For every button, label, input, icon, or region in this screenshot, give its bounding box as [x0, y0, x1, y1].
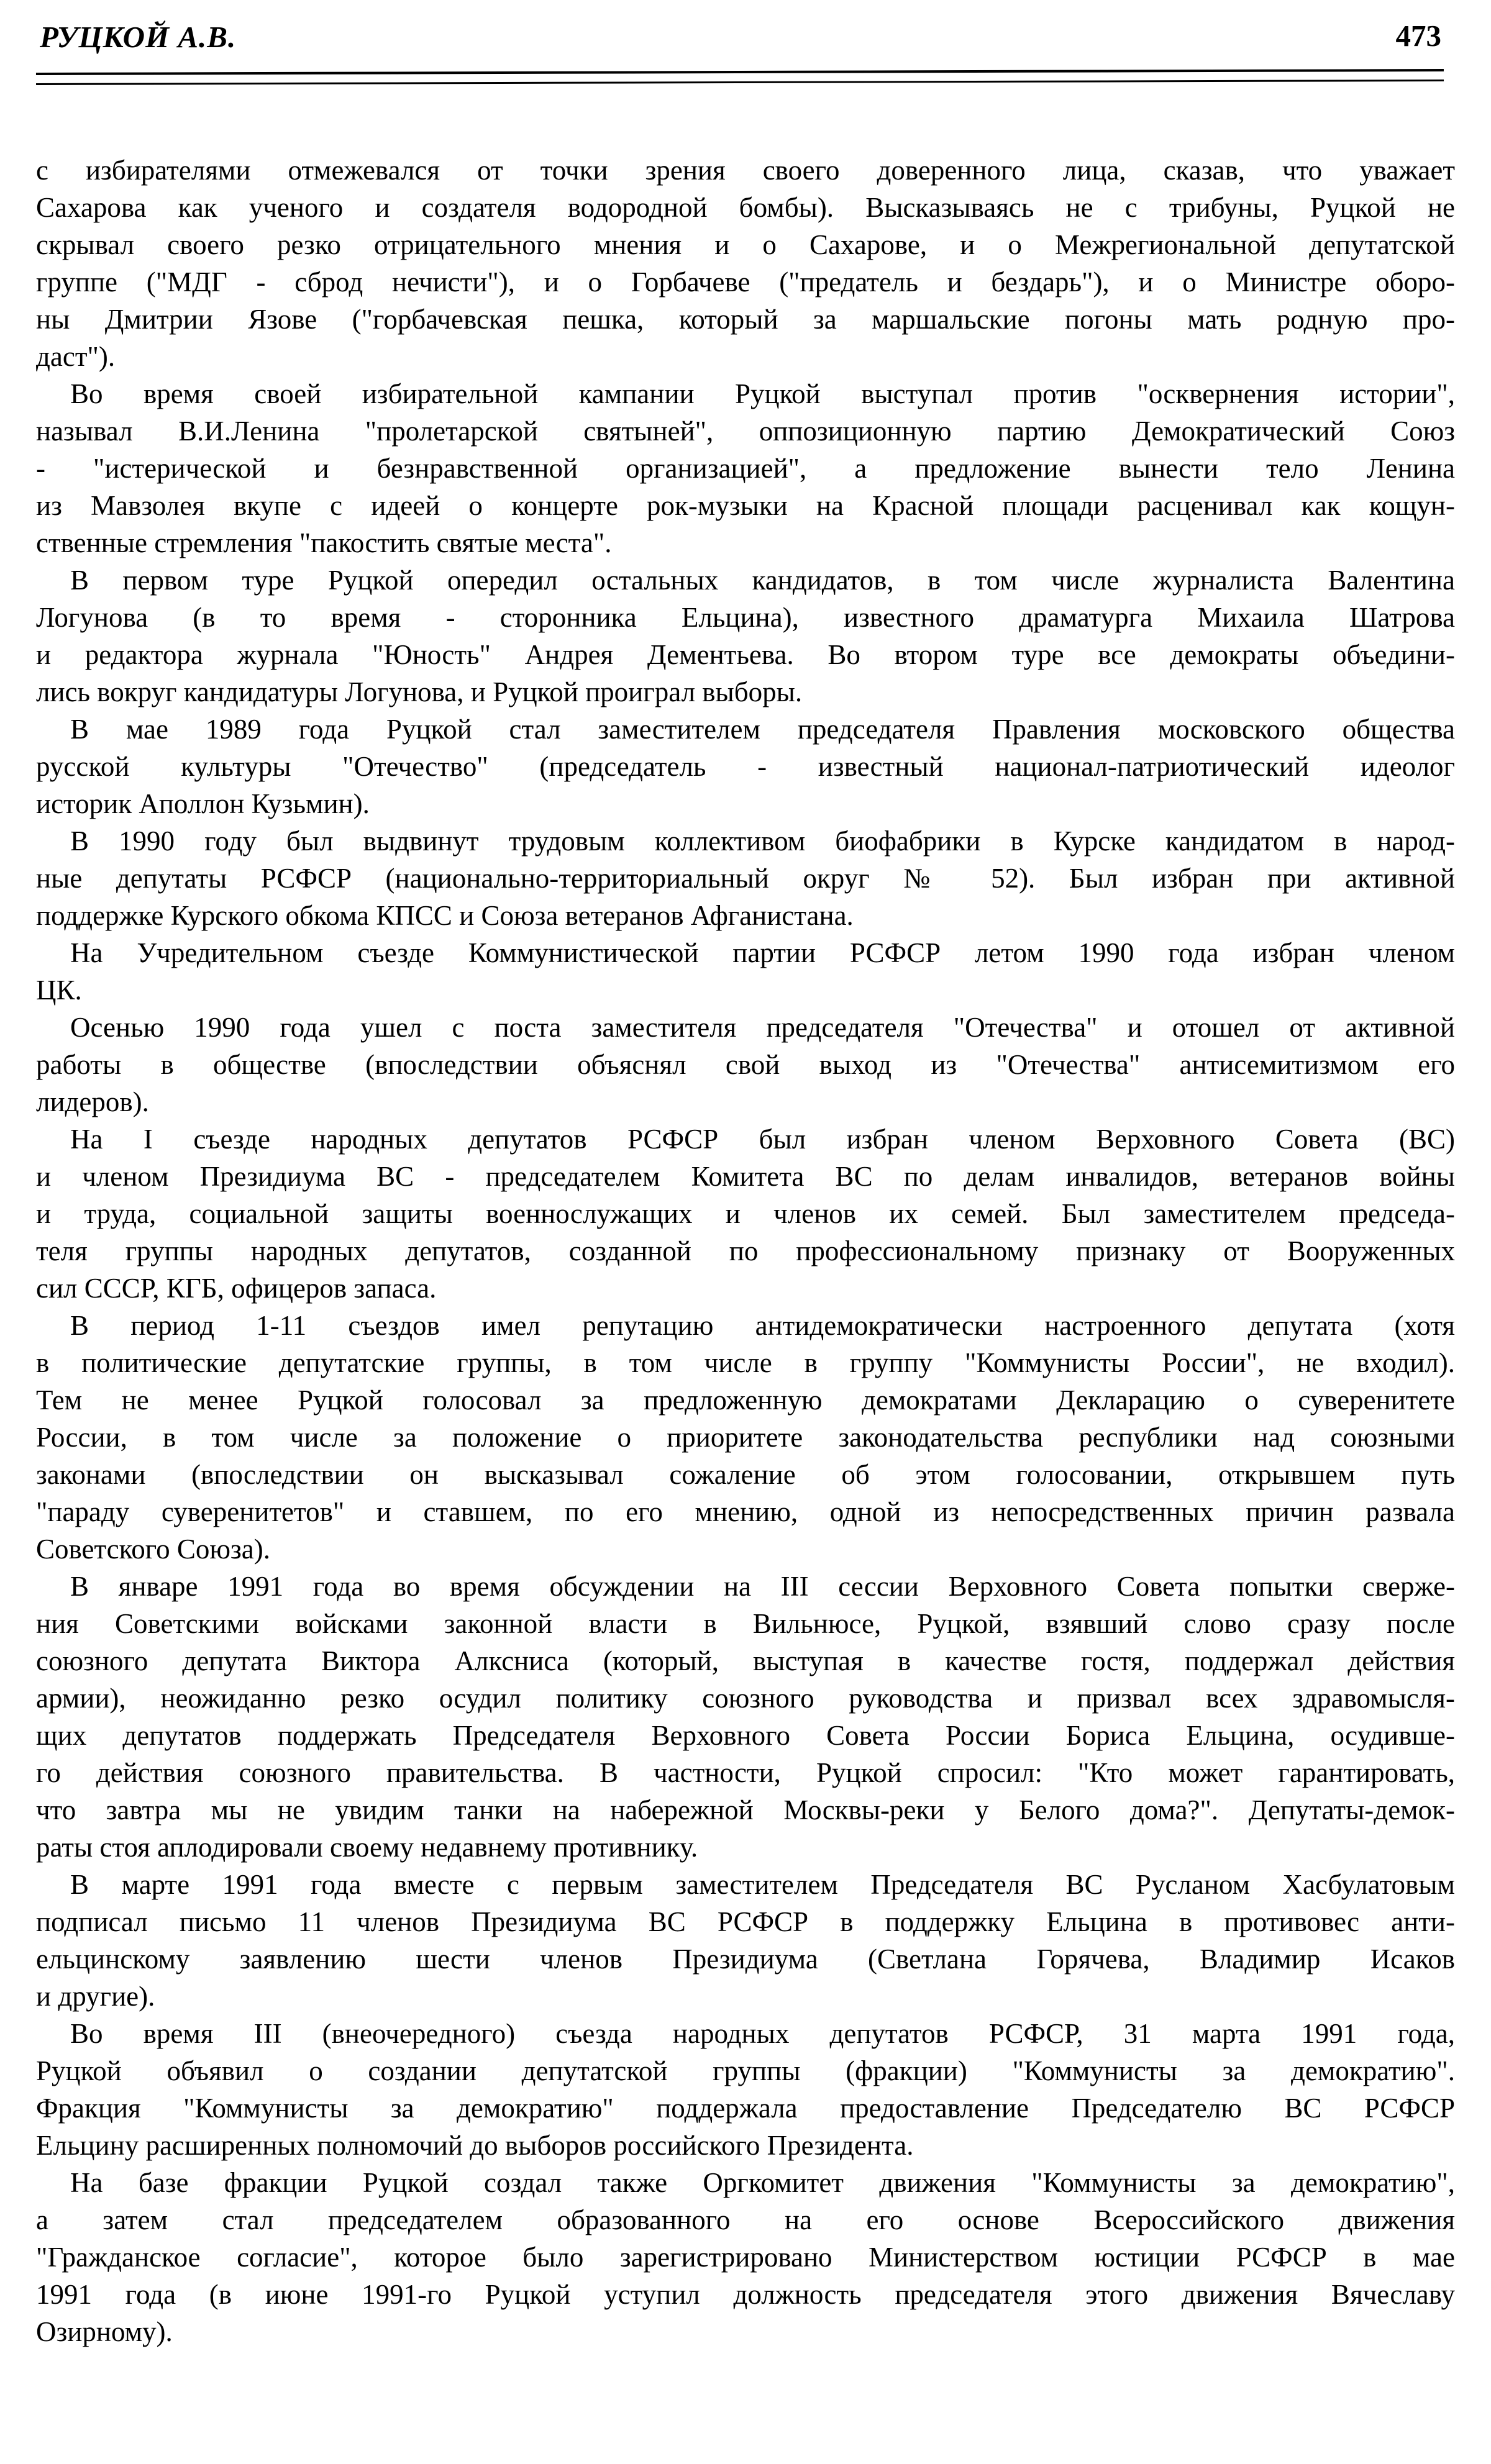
text-line: Руцкой объявил о создании депутатской группы (фракции) "Коммунисты за демократию".: [36, 2055, 1455, 2086]
text-line: армии), неожиданно резко осудил политику союзного руководства и призвал всех здравомысля-: [36, 1683, 1455, 1714]
text-line: ственные стремления "пакостить святые места".: [36, 527, 612, 558]
text-line: На базе фракции Руцкой создал также Оргкомитет движения "Коммунисты за демократию",: [70, 2167, 1455, 2198]
text-line: а затем стал председателем образованного на его основе Всероссийского движения: [36, 2204, 1455, 2235]
text-line: В январе 1991 года во время обсуждении на III сессии Верховного Совета попытки сверже-: [70, 1571, 1455, 1602]
running-head-title: РУЦКОЙ А.В.: [40, 20, 237, 54]
text-line: группе ("МДГ - сброд нечисти"), и о Горбачеве ("предатель и бездарь"), и о Министре оборо-: [36, 266, 1455, 298]
text-line: лидеров).: [36, 1086, 149, 1117]
text-line: На Учредительном съезде Коммунистической партии РСФСР летом 1990 года избран членом: [70, 937, 1455, 968]
text-line: скрывал своего резко отрицательного мнения и о Сахарове, и о Межрегиональной депутатской: [36, 229, 1455, 260]
text-line: Озирному).: [36, 2316, 173, 2347]
article-body: [36, 152, 1455, 2350]
text-line: законами (впоследствии он высказывал сожаление об этом голосовании, открывшем путь: [36, 1459, 1455, 1490]
text-line: называл В.И.Ленина "пролетарской святыней", оппозиционную партию Демократический Союз: [36, 416, 1455, 447]
text-line: Ельцину расширенных полномочий до выборов российского Президента.: [36, 2130, 914, 2161]
text-line: что завтра мы не увидим танки на набережной Москвы-реки у Белого дома?". Депутаты-демок-: [36, 1794, 1455, 1825]
text-line: с избирателями отмежевался от точки зрения своего доверенного лица, сказав, что уважает: [36, 155, 1455, 186]
text-line: На I съезде народных депутатов РСФСР был избран членом Верховного Совета (ВС): [70, 1124, 1455, 1155]
text-line: сил СССР, КГБ, офицеров запаса.: [36, 1273, 437, 1304]
text-line: подписал письмо 11 членов Президиума ВС РСФСР в поддержку Ельцина в противовес анти-: [36, 1906, 1455, 1937]
text-line: В 1990 году был выдвинут трудовым коллективом биофабрики в Курске кандидатом в народ-: [70, 825, 1455, 857]
text-line: и редактора журнала "Юность" Андрея Дементьева. Во втором туре все демократы объедини-: [36, 639, 1455, 670]
text-line: го действия союзного правительства. В частности, Руцкой спросил: "Кто может гарантировать,: [36, 1757, 1455, 1788]
text-line: В мае 1989 года Руцкой стал заместителем председателя Правления московского общества: [70, 714, 1455, 745]
text-line: "Гражданское согласие", которое было зарегистрировано Министерством юстиции РСФСР в мае: [36, 2242, 1455, 2273]
text-line: теля группы народных депутатов, созданной по профессиональному признаку от Вооруженных: [36, 1235, 1455, 1266]
text-line: В период 1-11 съездов имел репутацию антидемократически настроенного депутата (хотя: [70, 1310, 1455, 1341]
text-line: Логунова (в то время - сторонника Ельцина), известного драматурга Михаила Шатрова: [36, 602, 1455, 633]
text-line: В первом туре Руцкой опередил остальных кандидатов, в том числе журналиста Валентина: [70, 565, 1455, 596]
text-line: Сахарова как ученого и создателя водородной бомбы). Высказываясь не с трибуны, Руцкой не: [36, 192, 1455, 223]
text-line: Советского Союза).: [36, 1534, 270, 1565]
text-line: Тем не менее Руцкой голосовал за предложенную демократами Декларацию о суверенитете: [36, 1384, 1455, 1416]
text-line: и другие).: [36, 1981, 155, 2012]
header-double-rule: [36, 69, 1444, 85]
text-line: ЦК.: [36, 975, 82, 1006]
text-line: работы в обществе (впоследствии объяснял свой выход из "Отечества" антисемитизмом его: [36, 1049, 1455, 1080]
text-line: союзного депутата Виктора Алксниса (который, выступая в качестве гостя, поддержал действия: [36, 1645, 1455, 1676]
text-line: "параду суверенитетов" и ставшем, по его мнению, одной из непосредственных причин развала: [36, 1496, 1455, 1527]
text-line: из Мавзолея вкупе с идеей о концерте рок-музыки на Красной площади расценивал как кощун-: [36, 490, 1455, 521]
text-line: В марте 1991 года вместе с первым заместителем Председателя ВС Русланом Хасбулатовым: [70, 1869, 1455, 1900]
page-number: 473: [1395, 19, 1441, 53]
text-line: Осенью 1990 года ушел с поста заместителя председателя "Отечества" и отошел от активной: [70, 1012, 1455, 1043]
text-line: даст").: [36, 341, 116, 372]
text-line: - "истерической и безнравственной организацией", а предложение вынести тело Ленина: [36, 453, 1455, 484]
text-line: историк Аполлон Кузьмин).: [36, 788, 370, 819]
text-line: ны Дмитрии Язове ("горбачевская пешка, который за маршальские погоны мать родную про-: [36, 304, 1455, 335]
text-line: лись вокруг кандидатуры Логунова, и Руцкой проиграл выборы.: [36, 676, 803, 707]
text-line: щих депутатов поддержать Председателя Верховного Совета России Бориса Ельцина, осудивше-: [36, 1720, 1455, 1751]
text-line: 1991 года (в июне 1991-го Руцкой уступил должность председателя этого движения Вячеславу: [36, 2279, 1455, 2310]
text-line: русской культуры "Отечество" (председатель - известный национал-патриотический идеолог: [36, 751, 1455, 782]
text-line: России, в том числе за положение о приоритете законодательства республики над союзными: [36, 1422, 1455, 1453]
text-line: ельцинскому заявлению шести членов Президиума (Светлана Горячева, Владимир Исаков: [36, 1943, 1455, 1975]
text-line: в политические депутатские группы, в том числе в группу "Коммунисты России", не входил).: [36, 1347, 1455, 1378]
text-line: Во время III (внеочередного) съезда народных депутатов РСФСР, 31 марта 1991 года,: [70, 2018, 1455, 2049]
text-line: Фракция "Коммунисты за демократию" поддержала предоставление Председателю ВС РСФСР: [36, 2093, 1455, 2124]
text-line: ния Советскими войсками законной власти в Вильнюсе, Руцкой, взявший слово сразу после: [36, 1608, 1455, 1639]
text-line: раты стоя аплодировали своему недавнему противнику.: [36, 1832, 698, 1863]
text-line: поддержке Курского обкома КПСС и Союза ветеранов Афганистана.: [36, 900, 854, 931]
text-line: и труда, социальной защиты военнослужащих и членов их семей. Был заместителем председа-: [36, 1198, 1455, 1229]
text-line: и членом Президиума ВС - председателем Комитета ВС по делам инвалидов, ветеранов войны: [36, 1161, 1455, 1192]
text-line: Во время своей избирательной кампании Руцкой выступал против "осквернения истории",: [70, 378, 1455, 409]
text-line: ные депутаты РСФСР (национально-территориальный округ № 52). Был избран при активной: [36, 863, 1455, 894]
